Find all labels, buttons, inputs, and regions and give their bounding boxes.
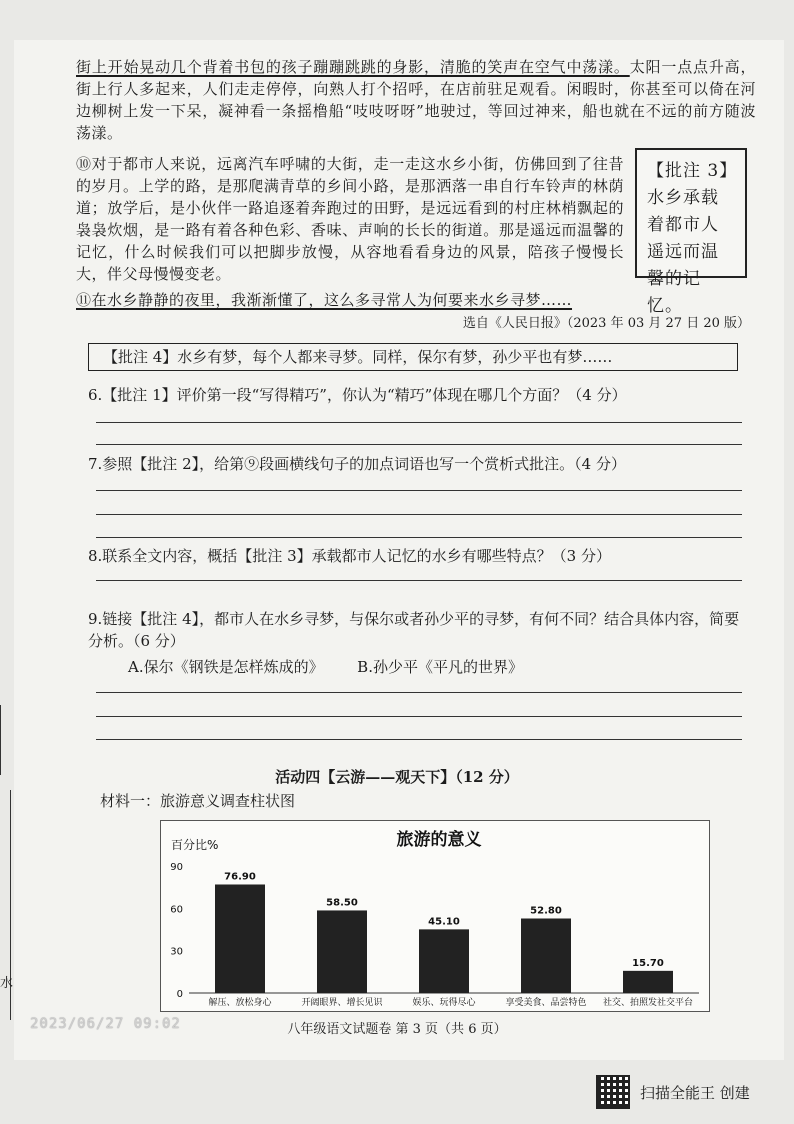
answer-line[interactable] <box>96 739 742 740</box>
answer-line[interactable] <box>96 422 742 423</box>
side-fragment: 水 <box>0 976 14 991</box>
activity-4-title: 活动四【云游——观天下】（12 分） <box>275 768 519 786</box>
article-paragraph-10: ⑩对于都市人来说，远离汽车呼啸的大街，走一走这水乡小街，仿佛回到了往昔的岁月。上学的路，是那爬满青草的乡间小路，是那洒落一串自行车铃声的林荫道；放学后，是小伙伴一路追逐着奔跑过的田野，是远远看到的村庄林梢飘起的袅袅炊烟，是一路有着各种色彩、香味、声响的长长的街道。那是遥远而温馨的记忆，什么时候我们可以把脚步放慢，从容地看看身边的风景，陪孩子慢慢长大，伴父母慢慢变老。 <box>76 155 624 283</box>
answer-line[interactable] <box>96 716 742 717</box>
page-footer: 八年级语文试题卷 第 3 页（共 6 页） <box>287 1022 507 1037</box>
article-paragraph-top <box>76 56 756 144</box>
answer-line[interactable] <box>96 692 742 693</box>
x-tick-label: 享受美食、品尝特色 <box>505 998 587 1008</box>
y-tick-label: 60 <box>170 904 183 916</box>
underlined-sentence: 街上开始晃动几个背着书包的孩子蹦蹦跳跳的身影，清脆的笑声在空气中荡漾。 <box>76 58 630 76</box>
side-margin-line <box>0 705 13 775</box>
q9-option-b: B.孙少平《平凡的世界》 <box>357 658 523 676</box>
y-tick-label: 90 <box>170 862 183 873</box>
article-source: 选自《人民日报》（2023 年 03 月 27 日 20 版） <box>462 316 750 331</box>
bar <box>521 918 571 993</box>
question-6: 6.【批注 1】评价第一段“写得精巧”，你认为“精巧”体现在哪几个方面？（4 分） <box>88 386 627 404</box>
annotation-3-box: 【批注 3】水乡承载着都市人遥远而温馨的记忆。 <box>635 148 747 278</box>
x-tick-label: 社交、拍照发社交平台 <box>602 998 694 1008</box>
y-axis-label: 百分比% <box>171 838 219 852</box>
paragraph-text: 太阳一点点升高，街上行人多起来，人们走走停停，向熟人打个招呼，在店前驻足观看。闲暇时，你甚至可以倚在河边柳树上发一下呆，凝神看一条摇橹船“吱吱呀呀”地驶过，等回过神来，船也就在不远的前方随波荡漾。 <box>76 58 756 142</box>
bar-value-label: 52.80 <box>530 905 562 917</box>
q9-options <box>128 656 628 678</box>
answer-line[interactable] <box>96 537 742 538</box>
qr-code-icon <box>596 1075 630 1109</box>
answer-line[interactable] <box>96 490 742 491</box>
bar <box>317 910 367 993</box>
bar <box>215 884 265 993</box>
scan-timestamp: 2023/06/27 09:02 <box>30 1016 181 1032</box>
q9-option-a: A.保尔《钢铁是怎样炼成的》 <box>128 658 324 676</box>
chart-svg <box>161 821 709 1011</box>
x-tick-label: 解压、放松身心 <box>208 998 272 1008</box>
material-1-label: 材料一：旅游意义调查柱状图 <box>100 792 296 810</box>
tourism-bar-chart <box>160 820 710 1012</box>
bar-value-label: 15.70 <box>632 957 664 969</box>
scanner-brand: 扫描全能王 创建 <box>640 1084 750 1102</box>
annotation-4-box: 【批注 4】水乡有梦，每个人都来寻梦。同样，保尔有梦，孙少平也有梦…… <box>88 343 738 371</box>
answer-line[interactable] <box>96 580 742 581</box>
bar <box>419 929 469 993</box>
bar-value-label: 58.50 <box>326 897 358 909</box>
question-8: 8.联系全文内容，概括【批注 3】承载都市人记忆的水乡有哪些特点？（3 分） <box>88 547 611 565</box>
bar <box>623 971 673 993</box>
bar-value-label: 45.10 <box>428 916 460 928</box>
article-paragraph-11: ⑪在水乡静静的夜里，我渐渐懂了，这么多寻常人为何要来水乡寻梦…… <box>76 291 573 309</box>
x-tick-label: 开阔眼界、增长见识 <box>301 998 383 1008</box>
y-tick-label: 30 <box>170 946 183 958</box>
question-9: 9.链接【批注 4】，都市人在水乡寻梦，与保尔或者孙少平的寻梦，有何不同？结合具体内容，简要分析。（6 分） <box>88 610 740 650</box>
question-7: 7.参照【批注 2】，给第⑨段画横线句子的加点词语也写一个赏析式批注。（4 分） <box>88 455 626 473</box>
answer-line[interactable] <box>96 444 742 445</box>
chart-title: 旅游的意义 <box>396 830 482 850</box>
x-tick-label: 娱乐、玩得尽心 <box>412 998 476 1008</box>
bar-value-label: 76.90 <box>224 871 256 883</box>
answer-line[interactable] <box>96 514 742 515</box>
y-tick-label: 0 <box>176 989 183 1000</box>
